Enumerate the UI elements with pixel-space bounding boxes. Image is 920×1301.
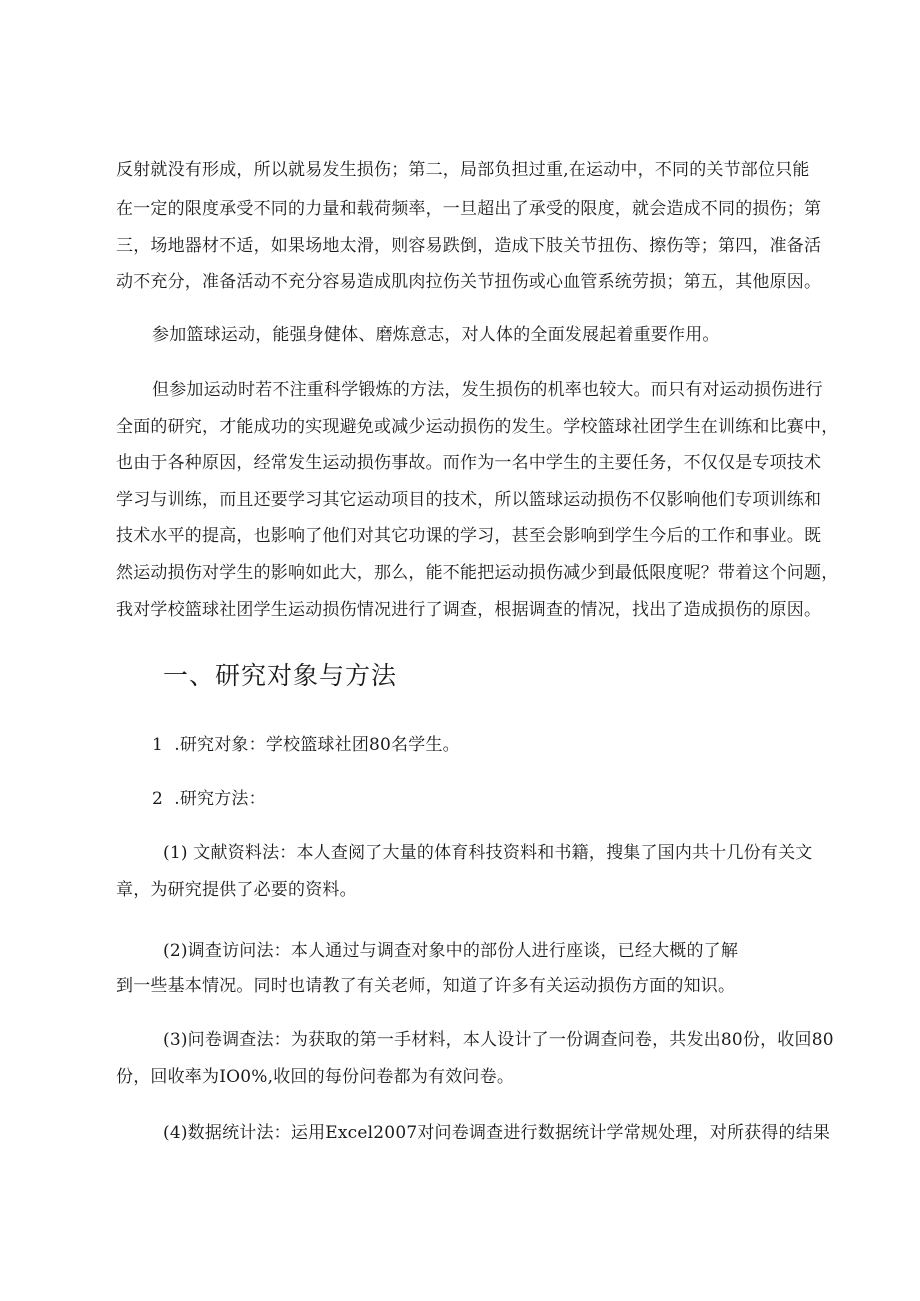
text-line: (3)问卷调查法：为获取的第一手材料，本人设计了一份调查问卷，共发出80份，收回80	[163, 1030, 834, 1050]
list-item-research-method: 2 .研究方法：	[152, 789, 266, 809]
text-line: 反射就没有形成，所以就易发生损伤；第二，局部负担过重,在运动中，不同的关节部位只能	[116, 160, 810, 180]
text-line: 也由于各种原因，经常发生运动损伤事故。而作为一名中学生的主要任务，不仅仅是专项技术	[116, 453, 822, 473]
text-line: 在一定的限度承受不同的力量和载荷频率，一旦超出了承受的限度，就会造成不同的损伤；第	[116, 199, 822, 219]
text-line: (4)数据统计法：运用Excel2007对问卷调查进行数据统计学常规处理，对所获得的结果	[163, 1123, 831, 1143]
text-line: 技术水平的提高，也影响了他们对其它功课的学习，甚至会影响到学生今后的工作和事业。既	[116, 526, 822, 546]
text-line: 份，回收率为IO0%,收回的每份问卷都为有效问卷。	[116, 1067, 515, 1087]
text-line: 动不充分，准备活动不充分容易造成肌肉拉伤关节扭伤或心血管系统劳损；第五，其他原因。	[116, 272, 822, 292]
text-line: 三，场地器材不适，如果场地太滑，则容易跌倒，造成下肢关节扭伤、擦伤等；第四，准备活	[116, 236, 822, 256]
text-line: 章，为研究提供了必要的资料。	[116, 880, 357, 900]
text-line: 到一些基本情况。同时也请教了有关老师，知道了许多有关运动损伤方面的知识。	[116, 976, 736, 996]
text-line: (1) 文献资料法：本人查阅了大量的体育科技资料和书籍，搜集了国内共十几份有关文	[163, 843, 813, 863]
section-heading: 一、研究对象与方法	[163, 661, 398, 690]
text-line: 我对学校篮球社团学生运动损伤情况进行了调查，根据调查的情况，找出了造成损伤的原因。	[116, 600, 822, 620]
text-line: 学习与训练，而且还要学习其它运动项目的技术，所以篮球运动损伤不仅影响他们专项训练和	[116, 490, 822, 510]
text-line: 但参加运动时若不注重科学锻炼的方法，发生损伤的机率也较大。而只有对运动损伤进行	[152, 380, 823, 400]
text-line: 参加篮球运动，能强身健体、磨炼意志，对人体的全面发展起着重要作用。	[152, 325, 720, 345]
text-line: 然运动损伤对学生的影响如此大，那么，能不能把运动损伤减少到最低限度呢？带着这个问题，	[116, 563, 839, 583]
text-line: 全面的研究，才能成功的实现避免或减少运动损伤的发生。学校篮球社团学生在训练和比赛中，	[116, 417, 839, 437]
list-item-research-subject: 1 .研究对象：学校篮球社团80名学生。	[152, 735, 460, 755]
text-line: (2)调查访问法：本人通过与调查对象中的部份人进行座谈，已经大概的了解	[163, 941, 739, 961]
